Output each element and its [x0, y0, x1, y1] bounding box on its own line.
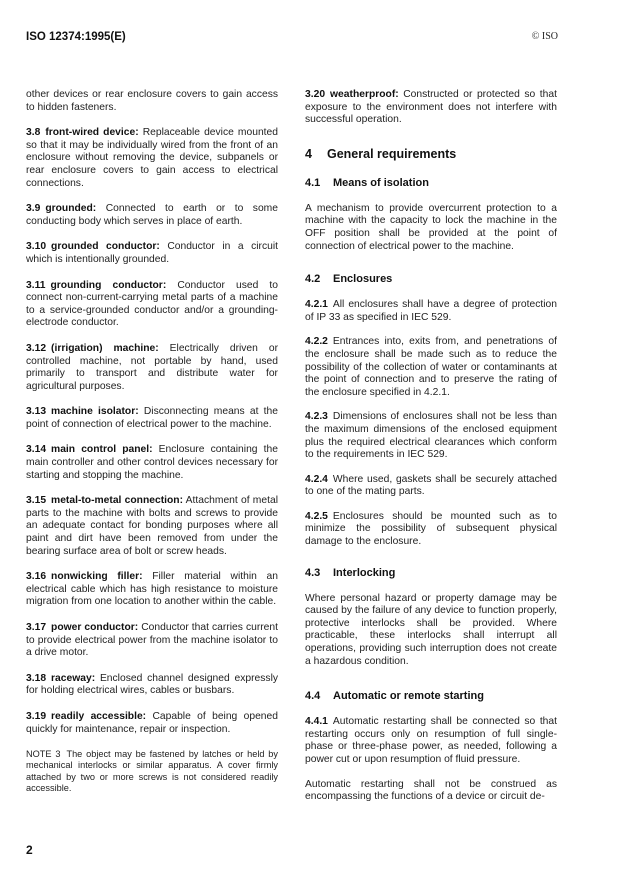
definition-text: Conductor that carries current to provide electrical power from the machine isolator to a drive motor.: [26, 622, 278, 659]
paragraph-4-4-continued: Automatic restarting shall not be construed as encompassing the functions of a device or circuit de-: [305, 778, 557, 803]
item-4-2-3: [305, 411, 557, 461]
definition-text: Connected to earth or to some conducting body which serves in place of earth.: [26, 203, 278, 227]
definition-3-15: [26, 495, 278, 558]
subclause-number: 4.2: [305, 273, 321, 286]
defined-term: front-wired device:: [45, 127, 139, 139]
continuation-paragraph: other devices or rear enclosure covers to gain access to hidden fasteners.: [26, 89, 278, 113]
clause-number: 3.15: [26, 495, 47, 507]
subclause-title: Enclosures: [333, 273, 393, 286]
clause-number: 4: [305, 146, 312, 161]
item-text: All enclosures shall have a degree of protection of IP 33 as specified in IEC 529.: [305, 299, 557, 323]
page-number: 2: [26, 843, 33, 857]
right-column: [305, 89, 557, 816]
item-4-2-5: [305, 511, 557, 549]
defined-term: readily accessible:: [51, 710, 147, 722]
defined-term: raceway:: [51, 672, 96, 684]
clause-number: 3.20: [305, 89, 326, 100]
definition-3-19: [26, 711, 278, 736]
subclause-heading-4-4: [305, 690, 557, 702]
clause-number: 3.9: [26, 203, 41, 215]
left-column: [26, 89, 278, 794]
clause-heading-4: [305, 147, 557, 161]
subclause-heading-4-3: [305, 567, 557, 579]
definition-3-11: [26, 280, 278, 330]
clause-number: 3.13: [26, 406, 47, 418]
definition-3-13: [26, 406, 278, 431]
definition-text: Disconnecting means at the point of connection of electrical power to the machine.: [26, 406, 278, 430]
subclause-title: Means of isolation: [333, 176, 429, 189]
defined-term: grounding conductor:: [50, 279, 167, 291]
item-4-2-1: [305, 299, 557, 324]
definition-3-14: [26, 444, 278, 482]
definition-text: Constructed or protected so that exposure to the environment does not interfere with successful operation.: [305, 89, 557, 126]
item-text: Enclosures should be mounted such as to minimize the possibility of subsequent physical damage to the enclosure.: [305, 510, 557, 548]
item-text: Dimensions of enclosures shall not be less than the maximum dimensions of the enclosed equipment plus the required electrical clearances which conform to the requirements in IEC 529.: [305, 411, 557, 461]
definition-3-9: [26, 203, 278, 228]
item-4-2-2: [305, 336, 557, 399]
defined-term: main control panel:: [51, 444, 153, 456]
clause-title: General requirements: [327, 146, 457, 161]
definition-3-20: [305, 89, 557, 127]
subclause-title: Interlocking: [333, 566, 396, 579]
definition-text: Replaceable device mounted so that it may be individually wired from the front of an enclosure without removing the device, subpanels or rear enclosure covers to gain access to electrical connections.: [26, 127, 278, 189]
clause-number: 4.4.1: [305, 716, 328, 728]
paragraph-4-1: A mechanism to provide overcurrent protection to a machine with the capacity to lock the machine in the OFF position shall be provided at the point of connection of electrical power to the machine.: [305, 202, 557, 252]
defined-term: power conductor:: [51, 622, 139, 633]
definition-text: Filler material within an electrical cable which has high resistance to moisture migration from one location to another within the cable.: [26, 571, 278, 608]
definition-text: Conductor in a circuit which is intentionally grounded.: [26, 241, 278, 265]
clause-number: 4.2.4: [305, 473, 328, 485]
definition-text: Capable of being opened quickly for maintenance, repair or inspection.: [26, 710, 278, 735]
defined-term: (irrigation) machine:: [51, 342, 159, 354]
clause-number: 4.2.2: [305, 336, 328, 348]
clause-number: 4.2.1: [305, 299, 328, 311]
definition-text: Enclosure containing the main controller and other control devices necessary for starting and stopping the machine.: [26, 444, 278, 481]
clause-number: 4.2.3: [305, 411, 328, 423]
note-text: The object may be fastened by latches or held by mechanical interlocks or similar apparatus. A cover firmly attached by two or more screws is not considered readily accessible.: [26, 749, 279, 794]
defined-term: metal-to-metal connection:: [51, 495, 183, 507]
clause-number: 3.8: [26, 127, 41, 139]
copyright-mark: © ISO: [531, 31, 558, 42]
item-text: Entrances into, exits from, and penetrations of the enclosure shall be made such as to reduce the possibility of the collection of water or contaminants at the point of connection and to preserve the rating of the enclosure specified in 4.2.1.: [305, 336, 557, 398]
clause-number: 3.11: [26, 279, 46, 291]
note-3: [26, 749, 278, 794]
subclause-heading-4-2: [305, 273, 557, 285]
item-text: Where used, gaskets shall be securely attached to one of the mating parts.: [305, 473, 557, 498]
defined-term: grounded conductor:: [51, 241, 160, 253]
definition-text: Attachment of metal parts to the machine with bolts and screws to provide an adequate contact for bonding purposes where all paint and dirt have been removed from under the bearing surface area of bolt or screw heads.: [26, 495, 278, 557]
subclause-title: Automatic or remote starting: [333, 690, 484, 703]
defined-term: nonwicking filler:: [51, 571, 143, 583]
subclause-heading-4-1: [305, 177, 557, 189]
clause-number: 3.12: [26, 342, 47, 354]
defined-term: weatherproof:: [330, 89, 399, 100]
clause-number: 3.10: [26, 241, 47, 253]
note-label: NOTE 3: [26, 749, 61, 760]
definition-3-18: [26, 673, 278, 698]
defined-term: machine isolator:: [51, 406, 139, 418]
clause-number: 3.19: [26, 710, 47, 722]
definition-text: Enclosed channel designed expressly for holding electrical wires, cables or busbars.: [26, 672, 278, 697]
clause-number: 4.2.5: [305, 510, 328, 522]
standard-designation: ISO 12374:1995(E): [26, 31, 126, 43]
item-text: Automatic restarting shall be connected so that restarting occurs only on resumption of full single-phase or three-phase power, as needed, following a power cut or upon resumption of fluid pressure.: [305, 716, 557, 765]
item-4-4-1: [305, 716, 557, 766]
definition-3-8: [26, 127, 278, 190]
definition-3-16: [26, 571, 278, 609]
subclause-number: 4.1: [305, 176, 321, 189]
subclause-number: 4.3: [305, 566, 321, 579]
clause-number: 3.18: [26, 672, 47, 684]
definition-3-17: [26, 622, 278, 660]
defined-term: grounded:: [45, 203, 97, 215]
definition-text: Conductor used to connect non-current-carrying metal parts of a machine to a service-grounded conductor and/or a grounding-electrode conductor.: [26, 279, 278, 329]
definition-3-10: [26, 241, 278, 266]
subclause-number: 4.4: [305, 690, 321, 703]
clause-number: 3.14: [26, 444, 47, 456]
clause-number: 3.16: [26, 571, 47, 583]
paragraph-4-3: Where personal hazard or property damage may be caused by the failure of any device to function properly, protective interlocks shall be provided. Where practicable, these interlocks shall interrupt all operations, providing such interruption does not create a hazardous condition.: [305, 592, 557, 667]
clause-number: 3.17: [26, 622, 47, 633]
definition-3-12: [26, 343, 278, 393]
definition-text: Electrically driven or controlled machine, not portable by hand, used primarily to transport and distribute water for agricultural purposes.: [26, 342, 278, 392]
item-4-2-4: [305, 474, 557, 499]
